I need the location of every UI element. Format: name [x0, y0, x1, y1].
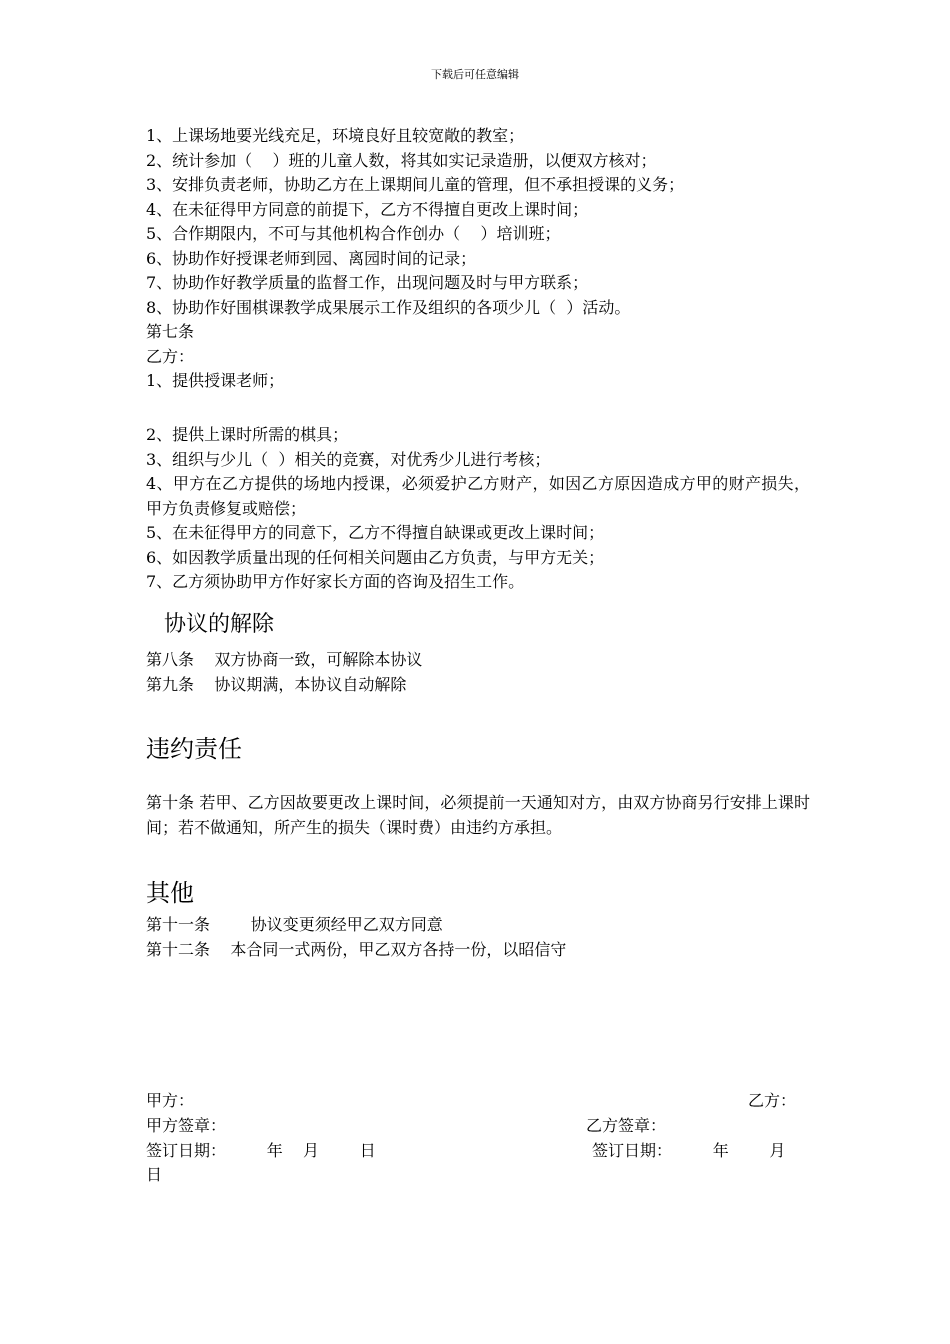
list-item: 7、乙方须协助甲方作好家长方面的咨询及招生工作。 — [146, 572, 525, 591]
list-item: 4、甲方在乙方提供的场地内授课，必须爱护乙方财产，如因乙方原因造成方甲的财产损失，甲方负责修复或赔偿； — [146, 474, 810, 518]
article-9: 第九条 协议期满，本协议自动解除 — [146, 674, 407, 694]
page-header-note: 下载后可任意编辑 — [431, 68, 519, 81]
article-12: 第十二条 本合同一式两份，甲乙双方各持一份，以昭信守 — [146, 939, 567, 959]
termination-articles — [146, 648, 810, 697]
breach-article — [146, 791, 810, 840]
article-10: 第十条 若甲、乙方因故要更改上课时间，必须提前一天通知对方，由双方协商另行安排上课时间；若不做通知，所产生的损失（课时费）由违约方承担。 — [146, 793, 810, 837]
party-a-seal: 甲方签章： — [146, 1116, 227, 1135]
article-11: 第十一条 协议变更须经甲乙双方同意 — [146, 915, 443, 934]
section-heading-termination: 协议的解除 — [164, 612, 275, 637]
party-a-date: 签订日期： 年 月 日 — [146, 1141, 376, 1160]
list-item: 8、协助作好围棋课教学成果展示工作及组织的各项少儿（ ）活动。 — [146, 297, 631, 317]
list-item: 3、安排负责老师，协助乙方在上课期间儿童的管理，但不承担授课的义务； — [146, 175, 685, 194]
party-a-label: 甲方： — [146, 1091, 195, 1110]
article-7-title: 第七条 — [146, 322, 195, 341]
contract-body — [146, 124, 810, 402]
list-item: 7、协助作好教学质量的监督工作，出现问题及时与甲方联系； — [146, 273, 589, 292]
list-item: 5、合作期限内，不可与其他机构合作创办（ ）培训班； — [146, 224, 561, 243]
section-heading-breach: 违约责任 — [146, 735, 242, 763]
other-articles — [146, 913, 810, 962]
list-item: 1、上课场地要光线充足，环境良好且较宽敞的教室； — [146, 126, 525, 145]
blank-line — [146, 394, 810, 402]
list-item: 1、提供授课老师； — [146, 371, 285, 390]
list-item: 2、提供上课时所需的棋具； — [146, 425, 349, 444]
list-item: 4、在未征得甲方同意的前提下，乙方不得擅自更改上课时间； — [146, 199, 589, 219]
party-b-label: 乙方： — [748, 1091, 797, 1110]
section-heading-other: 其他 — [146, 879, 194, 907]
party-b-seal: 乙方签章： — [586, 1116, 667, 1135]
list-item: 2、统计参加（ ）班的儿童人数，将其如实记录造册，以便双方核对； — [146, 150, 657, 170]
party-b-duties — [146, 423, 810, 595]
party-b-date-day: 日 — [146, 1165, 163, 1184]
list-item: 6、协助作好授课老师到园、离园时间的记录； — [146, 248, 477, 268]
party-b-date: 签订日期： 年 月 — [592, 1141, 786, 1160]
article-8: 第八条 双方协商一致，可解除本协议 — [146, 650, 423, 669]
list-item: 6、如因教学质量出现的任何相关问题由乙方负责，与甲方无关； — [146, 547, 605, 567]
list-item: 5、在未征得甲方的同意下，乙方不得擅自缺课或更改上课时间； — [146, 523, 605, 542]
party-b-label: 乙方： — [146, 346, 195, 366]
list-item: 3、组织与少儿（ ）相关的竞赛，对优秀少儿进行考核； — [146, 449, 551, 469]
